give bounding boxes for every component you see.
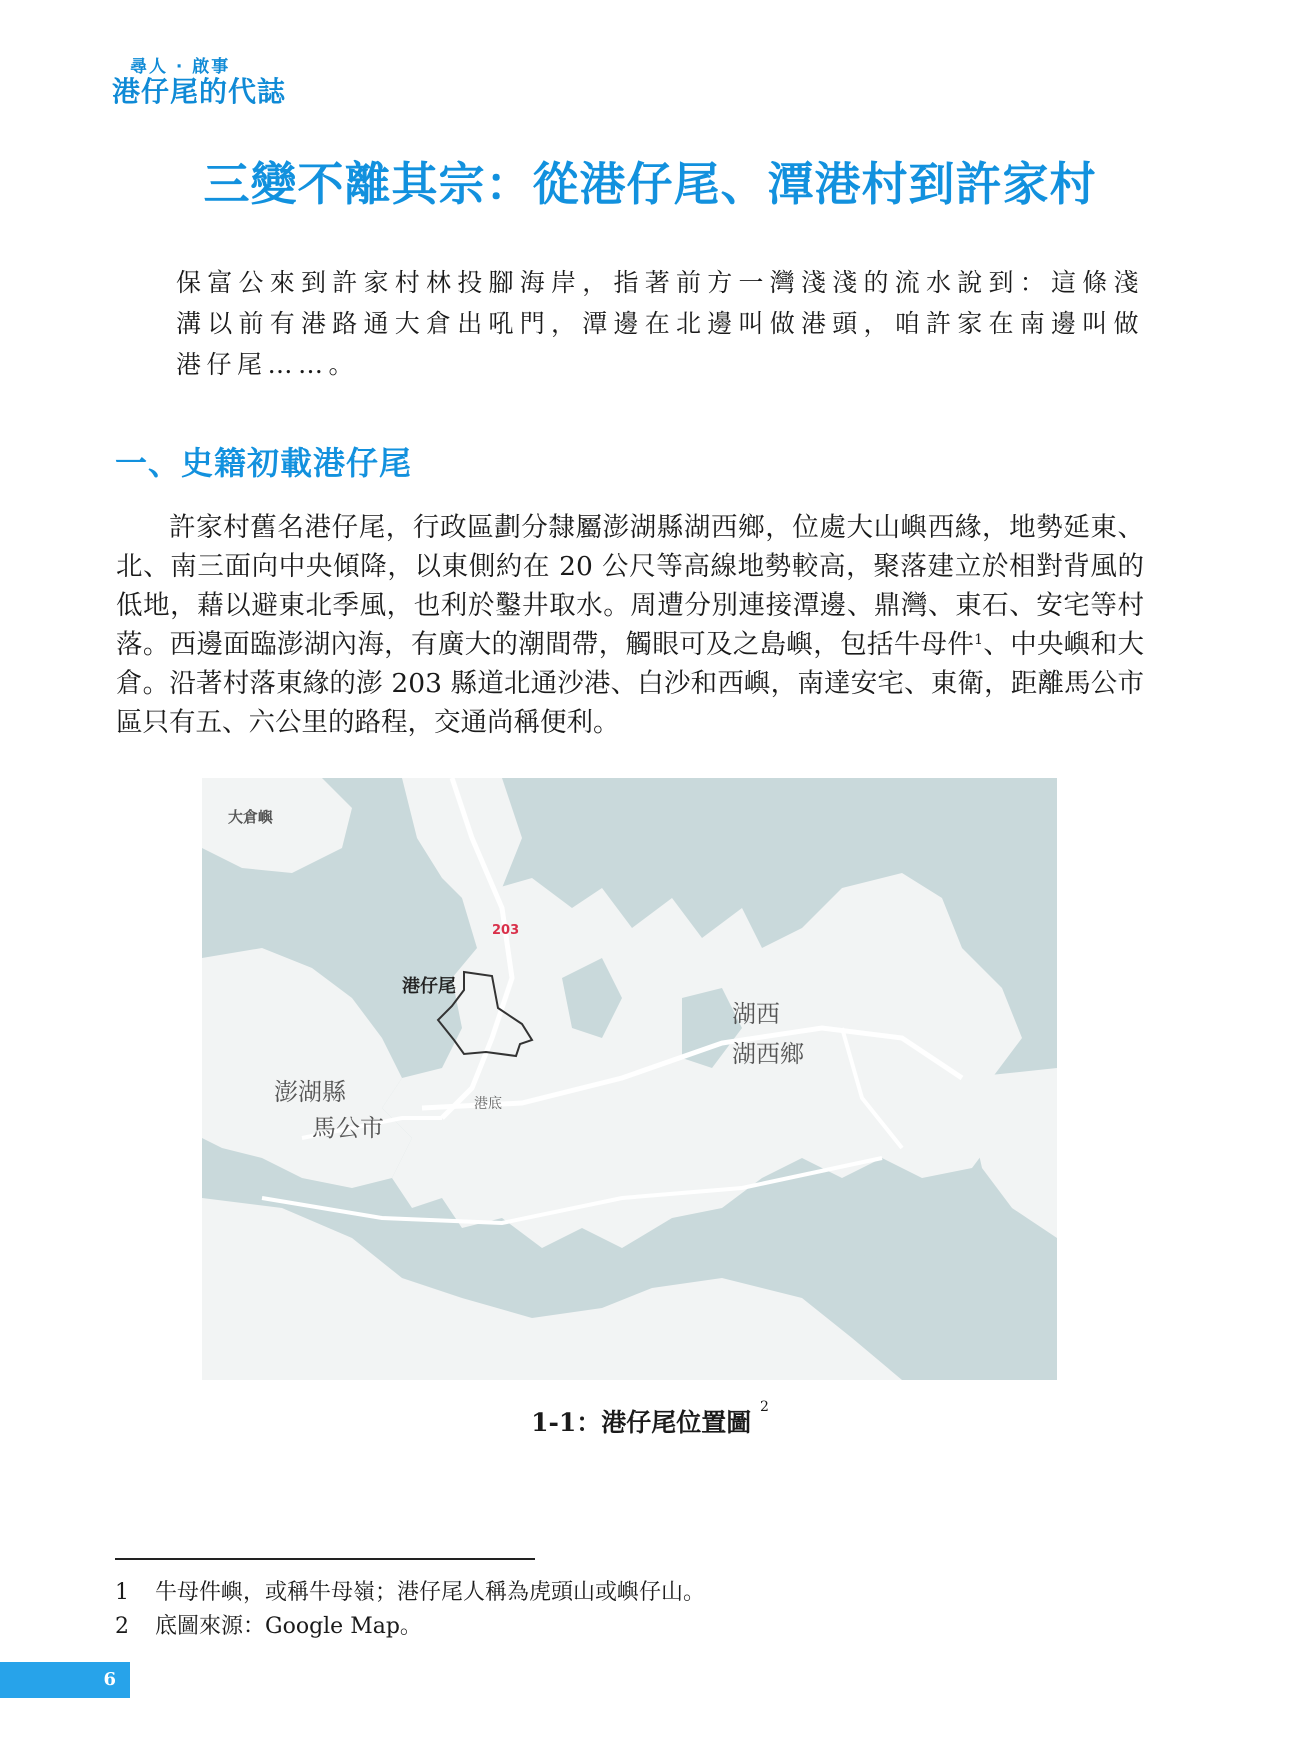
- map-label-dacang: 大倉嶼: [228, 808, 274, 826]
- map-label-route-203: 203: [492, 923, 520, 938]
- figure-caption-text: 1-1：港仔尾位置圖: [531, 1408, 752, 1437]
- chapter-title: 三變不離其宗：從港仔尾、潭港村到許家村: [203, 157, 1097, 211]
- footnote-divider: [115, 1558, 535, 1560]
- footnote-1: [115, 1576, 705, 1610]
- map-label-magong-city: 馬公市: [312, 1114, 384, 1142]
- footnote-text: 牛母件嶼，或稱牛母嶺；港仔尾人稱為虎頭山或嶼仔山。: [155, 1580, 706, 1605]
- footnote-text: 底圖來源：Google Map。: [155, 1614, 422, 1639]
- map-label-gangdi: 港底: [474, 1096, 502, 1112]
- footnotes: [115, 1576, 705, 1644]
- body-paragraph-part2: 、中央嶼和大倉。沿著村落東緣的澎 203 縣道北通沙港、白沙和西嶼，南達安宅、東衛，距離馬公市區只有五、六公里的路程，交通尚稱便利。: [116, 629, 1145, 738]
- series-logo-title: 港仔尾的代誌: [112, 75, 287, 108]
- body-paragraph: [116, 508, 1144, 742]
- footnote-number: 1: [115, 1580, 129, 1605]
- intro-paragraph: 保富公來到許家村林投腳海岸，指著前方一灣淺淺的流水說到：這條淺溝以前有港路通大倉出吼門，潭邊在北邊叫做港頭，咱許家在南邊叫做港仔尾……。: [176, 268, 1144, 379]
- map-label-penghu-county: 澎湖縣: [274, 1078, 346, 1106]
- footnote-2: [115, 1610, 705, 1644]
- map-label-gangzaiwei: 港仔尾: [402, 976, 456, 997]
- series-logo-small: 尋人 · 啟事: [130, 57, 231, 77]
- figure-caption: [0, 1399, 1300, 1439]
- map-label-huxi-township: 湖西鄉: [732, 1040, 804, 1068]
- body-paragraph-part1: 許家村舊名港仔尾，行政區劃分隸屬澎湖縣湖西鄉，位處大山嶼西緣，地勢延東、北、南三面向中央傾降，以東側約在 20 公尺等高線地勢較高，聚落建立於相對背風的低地，藉以避東北季風，也利於鑿井取水。周遭分別連接潭邊、鼎灣、東石、安宅等村落。西邊面臨澎湖內海，有廣大的潮間帶，觸眼可及之島嶼，包括牛母件: [116, 512, 1144, 660]
- map-canvas: [202, 778, 1057, 1380]
- series-logo: [112, 52, 286, 107]
- location-map: [202, 778, 1057, 1380]
- footnote-number: 2: [115, 1614, 129, 1639]
- map-label-huxi: 湖西: [732, 1000, 780, 1028]
- section-heading: 一、史籍初載港仔尾: [115, 444, 413, 482]
- footnote-ref-1[interactable]: 1: [974, 632, 984, 648]
- footnote-ref-2[interactable]: 2: [759, 1399, 769, 1415]
- page-number-tab: 6: [0, 1662, 130, 1698]
